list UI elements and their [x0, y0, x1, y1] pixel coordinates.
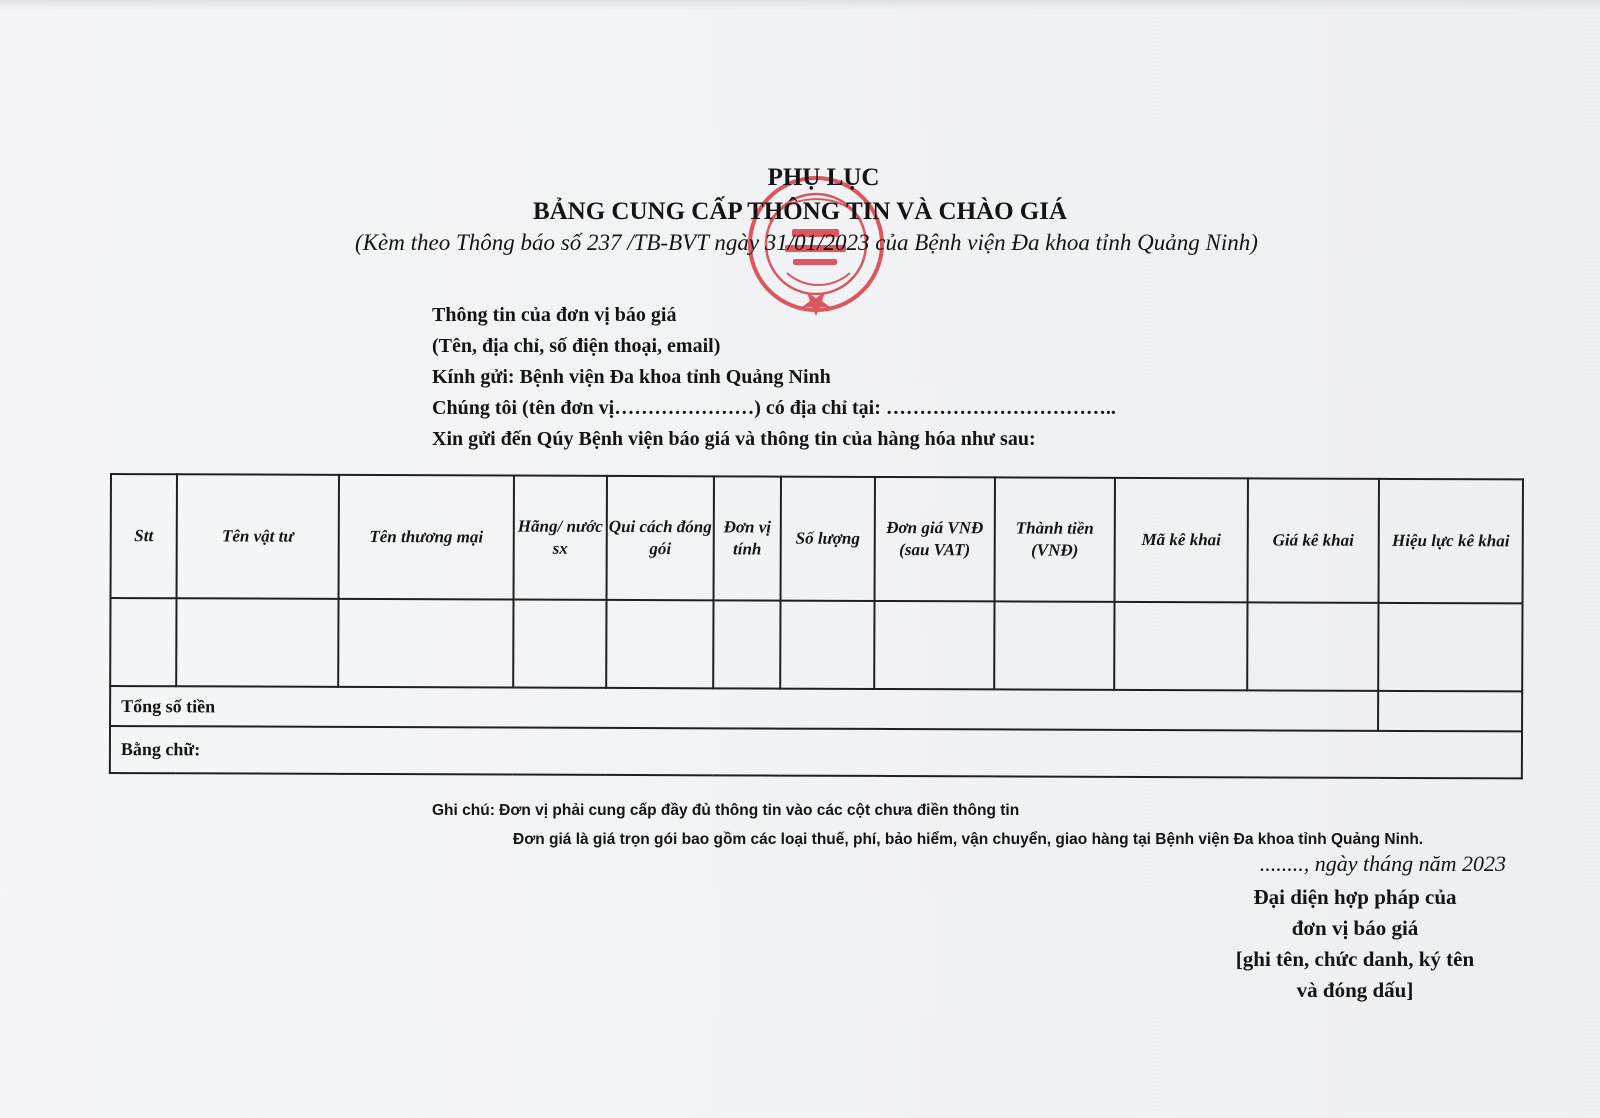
table-cell-material-name[interactable] — [176, 598, 338, 687]
total-row — [110, 686, 1522, 731]
signature-line-4: và đóng dấu] — [1296, 978, 1414, 1002]
total-value-cell[interactable] — [1378, 691, 1522, 732]
note-price-includes: Đơn giá là giá trọn gói bao gồm các loại thuế, phí, bảo hiểm, vận chuyển, giao hàng tại Bệnh viện Đa khoa tỉnh Quảng Ninh. — [513, 831, 1424, 848]
signature-line-2: đơn vị báo giá — [1291, 916, 1419, 940]
header-trade-name: Tên thương mại — [339, 475, 514, 600]
header-declared-price: Giá kê khai — [1248, 478, 1379, 603]
recipient-line: Kính gửi: Bệnh viện Đa khoa tỉnh Quảng Ninh — [432, 366, 831, 388]
table-cell-unit-price[interactable] — [874, 601, 994, 689]
note-required-info: Ghi chú: Đơn vị phải cung cấp đầy đủ thông tin vào các cột chưa điền thông tin — [432, 802, 1020, 819]
table-cell-declaration-code[interactable] — [1114, 602, 1247, 691]
quotation-table-wrapper — [109, 473, 1522, 779]
table-cell-declared-price[interactable] — [1247, 602, 1378, 691]
header-material-name: Tên vật tư — [177, 474, 339, 599]
total-label: Tổng số tiền — [110, 686, 1378, 731]
scan-top-edge — [0, 0, 1600, 10]
header-unit-price: Đơn giá VNĐ (sau VAT) — [875, 477, 995, 601]
amount-in-words-label[interactable]: Bằng chữ: — [110, 726, 1522, 778]
stamp-center-mark-3 — [793, 259, 837, 265]
document-title: PHỤ LỤC — [767, 164, 880, 191]
table-header-row — [111, 474, 1523, 603]
header-declaration-code: Mã kê khai — [1115, 478, 1248, 603]
document-reference-note: (Kèm theo Thông báo số 237 /TB-BVT ngày 31/01/2023 của Bệnh viện Đa khoa tỉnh Quảng Ninh) — [355, 230, 1258, 255]
header-manufacturer-country: Hãng/ nước sx — [514, 476, 607, 600]
header-amount: Thành tiền (VNĐ) — [995, 477, 1115, 601]
table-cell-packing[interactable] — [606, 600, 713, 688]
table-cell-stt[interactable] — [110, 598, 176, 686]
signature-line-3: [ghi tên, chức danh, ký tên — [1235, 947, 1475, 971]
header-packing: Qui cách đóng gói — [607, 476, 714, 600]
signature-block — [1190, 882, 1520, 1006]
notes-section — [432, 796, 1532, 854]
supplier-address-line: Chúng tôi (tên đơn vị…………………) có địa chỉ tại: …………………………….. — [432, 397, 1116, 419]
table-cell-trade-name[interactable] — [338, 599, 513, 688]
supplier-info-fields: (Tên, địa chỉ, số điện thoại, email) — [432, 335, 721, 357]
quotation-intro-line: Xin gửi đến Qúy Bệnh viện báo giá và thông tin của hàng hóa như sau: — [432, 428, 1036, 450]
date-line: ........, ngày tháng năm 2023 — [1259, 851, 1506, 876]
table-cell-manufacturer-country[interactable] — [513, 600, 606, 688]
quotation-table — [109, 473, 1524, 779]
table-row — [110, 598, 1522, 691]
header-quantity: Số lượng — [781, 477, 875, 601]
document-subtitle: BẢNG CUNG CẤP THÔNG TIN VÀ CHÀO GIÁ — [532, 198, 1068, 225]
supplier-info-title: Thông tin của đơn vị báo giá — [432, 304, 677, 326]
table-cell-declaration-validity[interactable] — [1378, 603, 1522, 692]
signature-line-1: Đại diện hợp pháp của — [1253, 885, 1457, 909]
amount-in-words-row — [110, 726, 1522, 778]
header-declaration-validity: Hiệu lực kê khai — [1379, 479, 1523, 604]
table-cell-unit[interactable] — [713, 600, 780, 688]
header-stt: Stt — [111, 474, 177, 598]
supplier-info-section — [432, 300, 1432, 455]
document-heading — [0, 162, 1600, 258]
stamp-bottom-mark — [787, 273, 850, 285]
table-cell-quantity[interactable] — [780, 601, 874, 689]
table-cell-amount[interactable] — [994, 601, 1114, 689]
header-unit: Đơn vị tính — [714, 476, 781, 600]
